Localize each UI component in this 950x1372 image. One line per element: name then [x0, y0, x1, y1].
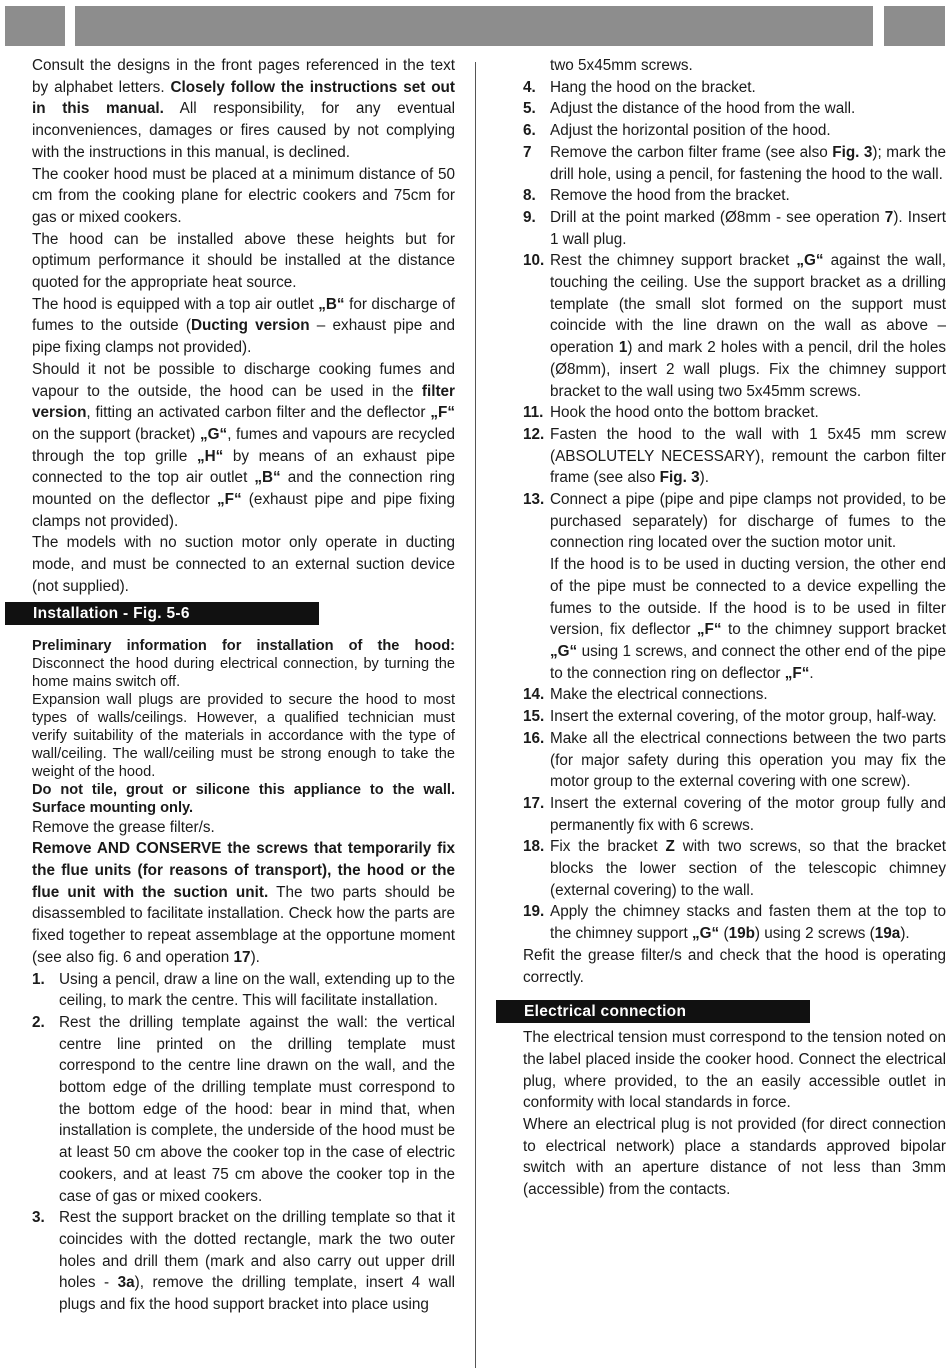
- text-run: against the wall, touching the ceiling. Use the support bracket as a drilling template (the small slot formed on the support must coincide with the line drawn on the wall as above – operation: [550, 252, 946, 357]
- text-run: Apply the chimney stacks and fasten them at the top to the chimney support: [550, 903, 946, 943]
- step-number: 3.: [32, 1209, 45, 1227]
- intro-paragraph: [32, 55, 455, 164]
- left-column: [32, 55, 455, 1316]
- bold-text: „F“: [216, 491, 242, 509]
- step-number: 17.: [523, 794, 545, 812]
- text-run: , fumes and vapours are recycled through the top grille: [32, 425, 456, 465]
- text-run: ).: [699, 469, 709, 487]
- intro-paragraph: [32, 229, 455, 294]
- text-run: The hood is equipped with a top air outlet: [32, 295, 319, 313]
- step-item: [32, 1012, 455, 1207]
- header-bar-middle: [75, 6, 873, 46]
- text-run: Drill at the point marked (Ø8mm - see operation: [550, 208, 885, 226]
- text-run: Rest the support bracket on the drilling template so that it coincides with the dotted rectangle, mark the two outer holes and drill them (mark and also carry out upper drill holes -: [59, 1209, 455, 1292]
- installation-header: Installation - Fig. 5-6: [5, 602, 319, 625]
- step-number: 11.: [523, 404, 544, 422]
- text-run: Fasten the hood to the wall with 1 5x45 mm screw (ABSOLUTELY NECESSARY), remount the carbon filter frame (see also: [550, 425, 946, 487]
- step-number: 7: [523, 143, 532, 161]
- step-number: 8.: [523, 187, 536, 205]
- text-run: to the chimney support bracket: [721, 621, 947, 639]
- installation-steps-14-19: [523, 684, 946, 944]
- step-13-extra: [523, 554, 946, 684]
- bold-text: „B“: [254, 469, 281, 487]
- intro-paragraph: [32, 164, 455, 229]
- step-item: [523, 402, 946, 424]
- text-run: for discharge of fumes to the outside (: [32, 295, 456, 335]
- step-item: [32, 1207, 455, 1316]
- bold-text: „B“: [318, 295, 345, 313]
- text-run: The two parts should be disassembled to facilitate installation. Check how the parts are fixed together to repeat assemblage at the opportune moment (see also fig. 6 and operation: [32, 883, 455, 966]
- bold-text: „G“: [692, 925, 720, 943]
- text-run: Remove the hood from the bracket.: [550, 187, 790, 205]
- intro-paragraph: [32, 532, 455, 597]
- bold-text: Closely follow the instructions set out in this manual.: [32, 78, 455, 118]
- text-run: ), remove the drilling template, insert 4 wall plugs and fix the hood support bracket into place using: [59, 1274, 455, 1314]
- preliminary-info: [32, 637, 455, 817]
- text-run: Make the electrical connections.: [550, 686, 768, 704]
- step-number: 2.: [32, 1013, 45, 1031]
- bold-text: Remove AND CONSERVE the screws that temporarily fix the flue units (for reasons of transport), the hood or the flue unit with the suction unit.: [32, 840, 455, 901]
- bold-text: „F“: [784, 664, 810, 682]
- text-run: Connect a pipe (pipe and pipe clamps not provided, to be purchased separately) for discharge of fumes to the connection ring located over the suction motor unit.: [550, 491, 946, 552]
- text-run: All responsibility, for any eventual inconveniences, damages or fires caused by not complying with the instructions in this manual, is declined.: [32, 100, 455, 161]
- text-run: on the support (bracket): [32, 425, 200, 443]
- text-run: Insert the external covering, of the motor group, half-way.: [550, 708, 937, 726]
- text-run: The hood can be installed above these heights but for optimum performance it should be installed at the distance quoted for the appropriate heat source.: [32, 230, 455, 292]
- text-run: using 1 screws, and connect the other end of the pipe to the connection ring on deflector: [550, 642, 946, 682]
- electrical-section: [523, 1027, 946, 1201]
- text-run: Consult the designs in the front pages referenced in the text by alphabet letters.: [32, 57, 455, 96]
- refit-note: Refit the grease filter/s and check that the hood is operating correctly.: [523, 946, 946, 986]
- text-run: , fitting an activated carbon filter and the deflector: [86, 404, 431, 422]
- prelim-paragraph: [32, 781, 455, 817]
- bold-text: 17: [233, 948, 251, 966]
- step-item: [523, 793, 946, 836]
- bold-text: Fig. 3: [832, 143, 873, 161]
- right-column: [523, 55, 946, 1201]
- intro-section: [32, 55, 455, 598]
- text-run: ).: [250, 948, 260, 966]
- step-number: 10.: [523, 252, 545, 270]
- text-run: – exhaust pipe and pipe fixing clamps not provided).: [32, 317, 456, 357]
- step-item: [523, 706, 946, 728]
- bold-text: 3a: [117, 1274, 135, 1292]
- step-item: [523, 142, 946, 185]
- step-number: 13.: [523, 491, 545, 509]
- step-number: 1.: [32, 970, 45, 988]
- step-3-continuation: two 5x45mm screws.: [550, 57, 693, 74]
- step-number: 9.: [523, 208, 536, 226]
- text-run: Adjust the horizontal position of the hood.: [550, 122, 831, 140]
- installation-steps-1-3: [32, 969, 455, 1316]
- text-run: The cooker hood must be placed at a minimum distance of 50 cm from the cooking plane for electric cookers and 75cm for gas or mixed cookers.: [32, 165, 455, 226]
- text-run: Remove the grease filter/s.: [32, 818, 215, 836]
- bold-text: 19b: [728, 925, 755, 943]
- step-item: [523, 489, 946, 554]
- text-run: ) and mark 2 holes with a pencil, dril the holes (Ø8mm), insert 2 wall plugs. Fix the chimney support bracket to the wall using two 5x45mm screws.: [550, 339, 946, 400]
- text-run: ) using 2 screws (: [754, 925, 875, 943]
- step-number: 12.: [523, 425, 545, 443]
- text-run: ).: [900, 925, 910, 943]
- step-number: 5.: [523, 100, 536, 118]
- step-item: [523, 684, 946, 706]
- step-item: [523, 424, 946, 489]
- bold-text: Do not tile, grout or silicone this appliance to the wall. Surface mounting only.: [32, 781, 455, 816]
- electrical-connection-header: Electrical connection: [496, 1000, 810, 1023]
- text-run: .: [809, 664, 814, 682]
- note-paragraph: [32, 838, 455, 968]
- step-number: 15.: [523, 708, 545, 726]
- text-run: Adjust the distance of the hood from the wall.: [550, 100, 856, 118]
- text-run: ); mark the drill hole, using a pencil, for fastening the hood to the wall.: [550, 143, 946, 183]
- bold-text: 1: [618, 339, 628, 357]
- step-item: [523, 207, 946, 250]
- step-item: [523, 901, 946, 944]
- bold-text: Z: [665, 838, 675, 856]
- text-run: Hook the hood onto the bottom bracket.: [550, 404, 819, 422]
- electrical-paragraph: The electrical tension must correspond to the tension noted on the label placed inside the cooker hood. Connect the electrical plug, where provided, to the an easily accessible outlet in conformity with local standards in force.: [523, 1029, 946, 1112]
- bold-text: 7: [884, 208, 894, 226]
- bold-text: Preliminary information for installation of the hood:: [32, 637, 455, 654]
- header-bar-right: [884, 6, 945, 46]
- text-run: and the connection ring mounted on the deflector: [32, 469, 455, 509]
- text-run: Using a pencil, draw a line on the wall, extending up to the ceiling, to mark the centre. This will facilitate installation.: [59, 970, 455, 1010]
- bold-text: „G“: [550, 642, 578, 660]
- step-item: [523, 120, 946, 142]
- step-item: [523, 98, 946, 120]
- column-divider: [475, 62, 476, 1368]
- text-run: Fix the bracket: [550, 838, 666, 856]
- step-item: [523, 728, 946, 793]
- bold-text: „H“: [196, 447, 224, 465]
- bold-text: 19a: [874, 925, 901, 943]
- note-paragraph: [32, 817, 455, 839]
- step-item: [32, 969, 455, 1012]
- step-number: 4.: [523, 78, 536, 96]
- text-run: Expansion wall plugs are provided to secure the hood to most types of walls/ceilings. However, a qualified technician must verify suitability of the materials in accordance with the type of wall/ceiling. The wall/ceiling must be strong enough to take the weight of the hood.: [32, 691, 455, 780]
- text-run: Insert the external covering of the motor group fully and permanently fix with 6 screws.: [550, 794, 946, 834]
- step-item: [523, 77, 946, 99]
- bold-text: „G“: [199, 425, 228, 443]
- text-run: Rest the drilling template against the wall: the vertical centre line printed on the drilling template must correspond to the centre line drawn on the wall, and the bottom edge of the drilling template must correspond to the bottom edge of the hood: bear in mind that, when installation is complete, the underside of the hood must be at least 50 cm above the cooker top in the case of electric cookers, and at least 75 cm above the cooker top in the case of gas or mixed cookers.: [59, 1013, 455, 1205]
- intro-paragraph: [32, 359, 455, 533]
- step-item: [523, 836, 946, 901]
- bold-text: Ducting version: [191, 317, 310, 335]
- step-number: 6.: [523, 122, 536, 140]
- electrical-paragraph: Where an electrical plug is not provided (for direct connection to electrical network) place a standards approved bipolar switch with an aperture distance of not less than 3mm (accessible) from the contacts.: [523, 1116, 946, 1199]
- step-number: 19.: [523, 903, 545, 921]
- header-bar-left: [5, 6, 65, 46]
- text-run: If the hood is to be used in ducting version, the other end of the pipe must be connected to a device expelling the fumes to the outside. If the hood is to be used in filter version, fix deflector: [550, 556, 946, 639]
- text-run: Should it not be possible to discharge cooking fumes and vapour to the outside, the hood can be used in the: [32, 360, 455, 400]
- step-number: 18.: [523, 838, 545, 856]
- step-number: 16.: [523, 729, 545, 747]
- text-run: The models with no suction motor only operate in ducting mode, and must be connected to an external suction device (not supplied).: [32, 534, 455, 595]
- text-run: (exhaust pipe and pipe fixing clamps not provided).: [32, 491, 456, 530]
- bold-text: „F“: [696, 621, 722, 639]
- text-run: ). Insert 1 wall plug.: [550, 208, 946, 248]
- text-run: Remove the carbon filter frame (see also: [550, 143, 833, 161]
- bold-text: Fig. 3: [659, 469, 700, 487]
- prelim-paragraph: [32, 637, 455, 691]
- text-run: (: [719, 925, 729, 943]
- step-item: [523, 250, 946, 402]
- bold-text: „G“: [796, 252, 824, 270]
- text-run: Make all the electrical connections between the two parts (for major safety during this operation you may fix the motor group to the external covering with one screw).: [550, 729, 946, 791]
- prelim-paragraph: [32, 691, 455, 781]
- installation-notes: [32, 817, 455, 969]
- text-run: Disconnect the hood during electrical connection, by turning the home mains switch off.: [32, 655, 455, 690]
- intro-paragraph: [32, 294, 455, 359]
- text-run: Hang the hood on the bracket.: [550, 78, 756, 96]
- bold-text: „F“: [430, 404, 455, 422]
- step-item: [523, 185, 946, 207]
- text-run: Rest the chimney support bracket: [550, 252, 797, 270]
- installation-steps-4-13: [523, 77, 946, 554]
- text-run: with two screws, so that the bracket blocks the lower section of the telescopic chimney (external covering) to the wall.: [550, 838, 946, 899]
- step-number: 14.: [523, 686, 545, 704]
- text-run: by means of an exhaust pipe connected to the top air outlet: [32, 447, 455, 487]
- bold-text: filter version: [32, 382, 455, 422]
